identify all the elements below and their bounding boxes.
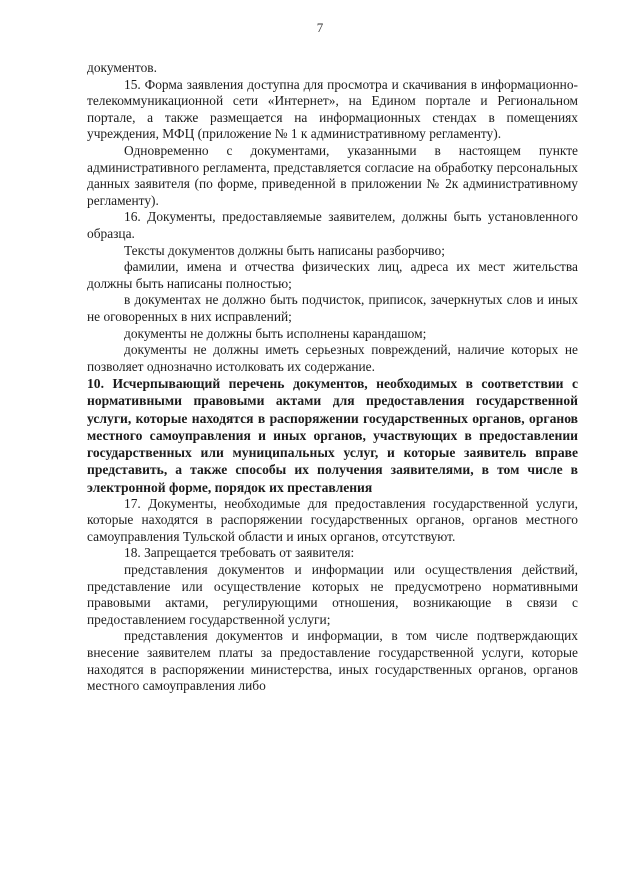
- paragraph-item-16: 16. Документы, предоставляемые заявителем, должны быть установленного образца.: [87, 209, 578, 241]
- paragraph-item-17: 17. Документы, необходимые для предоставления государственной услуги, которые находятся в распоряжении государственных органов, органов местного самоуправления Тульской области и иных органов, отсутствуют.: [87, 495, 578, 544]
- paragraph: в документах не должно быть подчисток, приписок, зачеркнутых слов и иных не оговоренных в них исправлений;: [87, 292, 578, 324]
- section-heading: 10. Исчерпывающий перечень документов, необходимых в соответствии с нормативными правовыми актами для предоставления государственной услуги, которые находятся в распоряжении государственных органов, органов местного самоуправления и иных органов, участвующих в предоставлении государственных или муниципальных услуг, и которые заявитель вправе представить, а также способы их получения заявителями, в том числе в электронной форме, порядок их преставления: [87, 376, 578, 495]
- paragraph: представления документов и информации, в том числе подтверждающих внесение заявителем платы за предоставление государственной услуги, которые находятся в распоряжении министерства, иных государственных органов, органов местного самоуправления либо: [87, 628, 578, 694]
- paragraph: документы не должны иметь серьезных повреждений, наличие которых не позволяет однозначно истолковать их содержание.: [87, 342, 578, 374]
- page-number: 7: [316, 20, 324, 35]
- paragraph: документов.: [87, 60, 157, 75]
- paragraph: фамилии, имена и отчества физических лиц, адреса их мест жительства должны быть написаны полностью;: [87, 259, 578, 291]
- paragraph-item-15: 15. Форма заявления доступна для просмотра и скачивания в информационно-телекоммуникационной сети «Интернет», на Едином портале и Региональном портале, а также размещается на информационных стендах в помещениях учреждения, МФЦ (приложение № 1 к административному регламенту).: [87, 76, 578, 142]
- paragraph: документы не должны быть исполнены карандашом;: [124, 325, 427, 341]
- paragraph: Тексты документов должны быть написаны разборчиво;: [124, 242, 445, 258]
- paragraph-item-18: 18. Запрещается требовать от заявителя:: [124, 545, 355, 561]
- paragraph: представления документов и информации или осуществления действий, представление или осуществление которых не предусмотрено нормативными правовыми актами, регулирующими отношения, возникающие в связи с предоставлением государственной услуги;: [87, 562, 578, 627]
- paragraph: Одновременно с документами, указанными в настоящем пункте административного регламента, представляется согласие на обработку персональных данных заявителя (по форме, приведенной в приложении № 2к административному регламенту).: [87, 142, 578, 208]
- document-body: [87, 60, 578, 695]
